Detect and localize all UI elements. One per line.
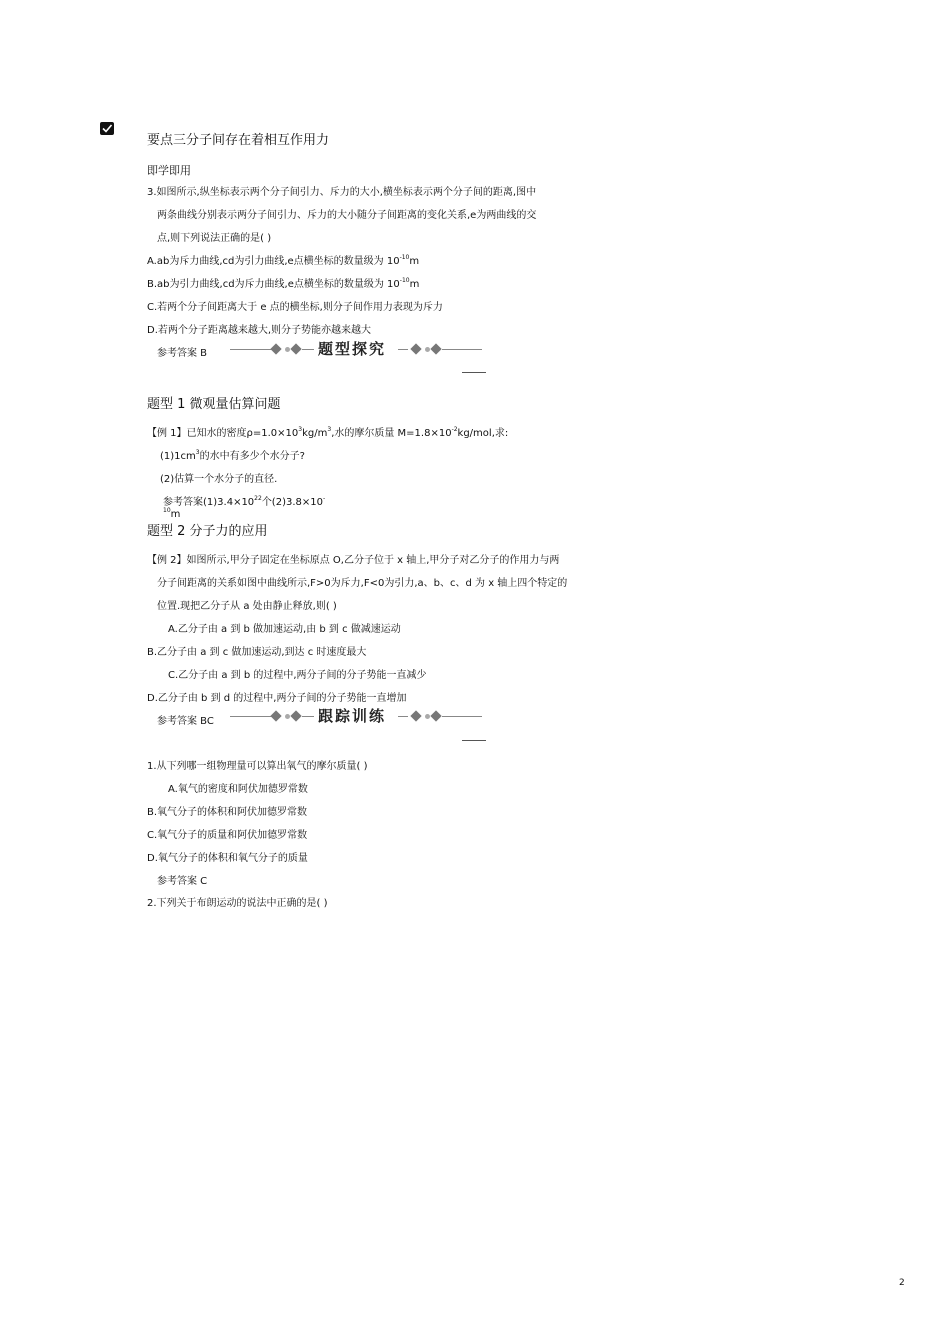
example2-line3: 位置.现把乙分子从 a 处由静止释放,则( ) (157, 601, 337, 612)
q3-stem-line1: 3.如图所示,纵坐标表示两个分子间引力、斥力的大小,横坐标表示两个分子间的距离,图中 (147, 187, 537, 198)
example2-answer: 参考答案 BC (157, 716, 214, 727)
training-q1: 1.从下列哪一组物理量可以算出氧气的摩尔质量( ) (147, 761, 368, 772)
example2-option-a: A.乙分子由 a 到 b 做加速运动,由 b 到 c 做减速运动 (168, 624, 401, 635)
q3-option-c: C.若两个分子间距离大于 e 点的横坐标,则分子间作用力表现为斥力 (147, 302, 443, 313)
section-heading: 要点三分子间存在着相互作用力 (147, 133, 330, 148)
example2-option-b: B.乙分子由 a 到 c 做加速运动,到达 c 时速度最大 (147, 647, 367, 658)
banner-1-title: 题型探究 (318, 340, 387, 358)
example1-q2: (2)估算一个水分子的直径. (160, 474, 278, 485)
training-q1-option-b: B.氧气分子的体积和阿伏加德罗常数 (147, 807, 308, 818)
example2-line2: 分子间距离的关系如图中曲线所示,F>0为斥力,F<0为引力,a、b、c、d 为 x 轴上四个特定的 (157, 578, 568, 589)
checkbox-icon (100, 122, 114, 135)
training-q1-answer: 参考答案 C (157, 876, 208, 887)
training-q1-option-d: D.氧气分子的体积和氧气分子的质量 (147, 853, 308, 864)
q3-option-a: A.ab为斥力曲线,cd为引力曲线,e点横坐标的数量级为 $10^{-10}m$ (147, 254, 420, 267)
example2-option-d: D.乙分子由 b 到 d 的过程中,两分子间的分子势能一直增加 (147, 693, 407, 704)
section-banner-2 (230, 707, 482, 727)
training-q1-option-c: C.氧气分子的质量和阿伏加德罗常数 (147, 830, 308, 841)
q3-answer: 参考答案 B (157, 348, 208, 359)
q3-option-d: D.若两个分子距离越来越大,则分子势能亦越来越大 (147, 325, 372, 336)
q3-option-b: B.ab为引力曲线,cd为斥力曲线,e点横坐标的数量级为 $10^{-10}m$ (147, 277, 420, 290)
example2-line1: 【例 2】如图所示,甲分子固定在坐标原点 O,乙分子位于 x 轴上,甲分子对乙分子的作用力与两 (147, 555, 560, 566)
training-q2: 2.下列关于布朗运动的说法中正确的是( ) (147, 898, 328, 909)
divider (462, 372, 486, 373)
training-q1-option-a: A.氧气的密度和阿伏加德罗常数 (168, 784, 308, 795)
section-subheading: 即学即用 (147, 164, 191, 177)
page-number: 2 (899, 1278, 905, 1288)
example1-answer: 参考答案$(1)3.4\times 10^{22}$个(2)3.8×10- (163, 495, 326, 508)
divider (462, 740, 486, 741)
banner-2-title: 跟踪训练 (318, 707, 387, 725)
type1-heading: 题型 1 微观量估算问题 (147, 397, 281, 412)
example1-q1: $(1)1cm^3$的水中有多少个水分子? (160, 449, 305, 462)
example2-option-c: C.乙分子由 a 到 b 的过程中,两分子间的分子势能一直减少 (168, 670, 427, 681)
section-banner-1 (230, 340, 482, 360)
example1-answer-line2: $^{10}$m (163, 507, 181, 520)
q3-stem-line2: 两条曲线分别表示两分子间引力、斥力的大小随分子间距离的变化关系,e为两曲线的交 (157, 210, 537, 221)
q3-stem-line3: 点,则下列说法正确的是( ) (157, 233, 272, 244)
type2-heading: 题型 2 分子力的应用 (147, 524, 268, 539)
example1-stem: 【例 1】已知水的密度$\rho=1.0\times 10^3kg/m^3$,水的摩尔质量 $M=1.8\times 10^{-2}kg$/mol,求: (147, 426, 509, 439)
